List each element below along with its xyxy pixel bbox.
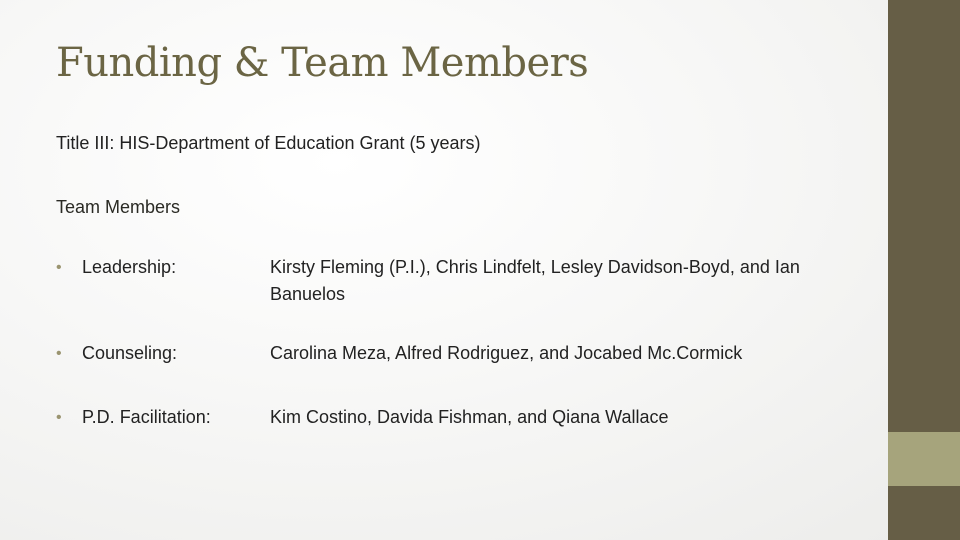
member-names: Kim Costino, Davida Fishman, and Qiana Wallace <box>270 407 669 427</box>
bullet-icon: • <box>56 345 62 362</box>
grant-subtitle: Title III: HIS-Department of Education Grant (5 years) <box>56 133 481 153</box>
slide-title: Funding & Team Members <box>56 40 589 86</box>
member-names: Kirsty Fleming (P.I.), Chris Lindfelt, Lesley Davidson-Boyd, and Ian Banuelos <box>270 257 800 304</box>
side-accent-block <box>888 432 960 486</box>
bullet-icon: • <box>56 409 62 426</box>
role-label: Leadership: <box>82 257 177 277</box>
member-names: Carolina Meza, Alfred Rodriguez, and Jocabed Mc.Cormick <box>270 343 743 363</box>
bullet-icon: • <box>56 259 62 276</box>
team-members-heading: Team Members <box>56 197 181 217</box>
role-label: Counseling: <box>82 343 178 363</box>
role-label: P.D. Facilitation: <box>82 407 211 427</box>
